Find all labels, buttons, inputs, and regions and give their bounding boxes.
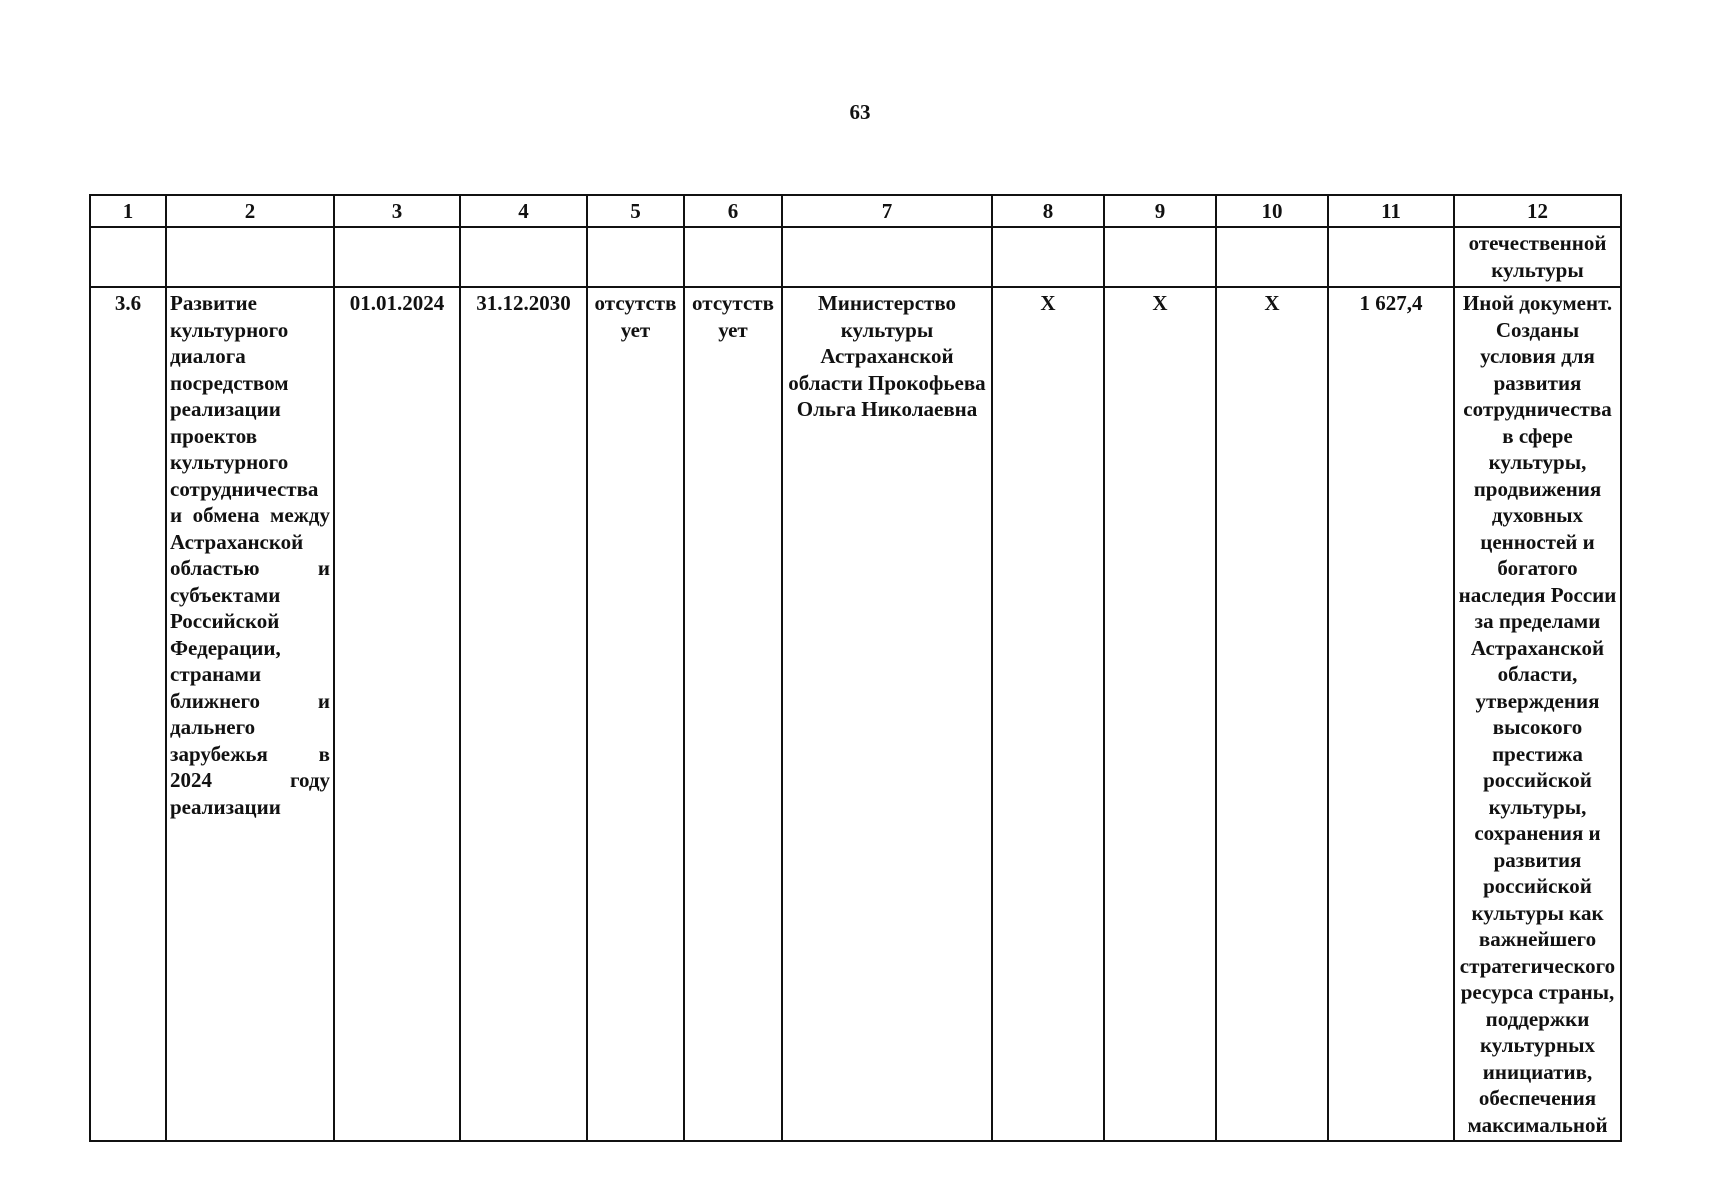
start-date-cell: 01.01.2024 — [334, 287, 460, 1141]
col10-cell: X — [1216, 287, 1328, 1141]
column-number-row — [90, 195, 1621, 227]
column-number: 5 — [587, 195, 684, 227]
col8-cell: X — [992, 287, 1104, 1141]
page-number: 63 — [849, 100, 871, 124]
end-date-cell: 31.12.2030 — [460, 287, 587, 1141]
column-number: 4 — [460, 195, 587, 227]
table-cell — [1328, 227, 1454, 287]
event-name-cell: Развитие культурного диалога посредством реализации проектов культурного сотрудничества и обмена между Астраханской областью и субъектами Российской Федерации, странами ближнего и дальнего зарубежья в 2024 году реализации — [166, 287, 334, 1141]
col9-cell: X — [1104, 287, 1216, 1141]
table-cell — [90, 227, 166, 287]
column-number: 3 — [334, 195, 460, 227]
column-number: 6 — [684, 195, 782, 227]
result-continuation-cell: отечественной культуры — [1454, 227, 1621, 287]
column-number: 10 — [1216, 195, 1328, 227]
column-number: 2 — [166, 195, 334, 227]
column-number: 7 — [782, 195, 992, 227]
amount-cell: 1 627,4 — [1328, 287, 1454, 1141]
table-cell — [460, 227, 587, 287]
column-number: 11 — [1328, 195, 1454, 227]
column-number: 1 — [90, 195, 166, 227]
col6-cell: отсутствует — [684, 287, 782, 1141]
continuation-row — [90, 227, 1621, 287]
column-number: 9 — [1104, 195, 1216, 227]
table-cell — [587, 227, 684, 287]
table-cell — [1104, 227, 1216, 287]
table-row-3-6 — [90, 287, 1621, 1141]
program-table — [89, 194, 1622, 1142]
result-cell: Иной документ. Созданы условия для развития сотрудничества в сфере культуры, продвижения духовных ценностей и богатого наследия России за пределами Астраханской области, утверждения высокого престижа российской культуры, сохранения и развития российской культуры как важнейшего стратегического ресурса страны, поддержки культурных инициатив, обеспечения максимальной — [1454, 287, 1621, 1141]
column-number: 12 — [1454, 195, 1621, 227]
table-cell — [334, 227, 460, 287]
table-cell — [1216, 227, 1328, 287]
table-cell — [782, 227, 992, 287]
table-cell — [684, 227, 782, 287]
row-number-cell: 3.6 — [90, 287, 166, 1141]
col5-cell: отсутствует — [587, 287, 684, 1141]
responsible-cell: Министерство культуры Астраханской области Прокофьева Ольга Николаевна — [782, 287, 992, 1141]
column-number: 8 — [992, 195, 1104, 227]
table-cell — [992, 227, 1104, 287]
table-cell — [166, 227, 334, 287]
